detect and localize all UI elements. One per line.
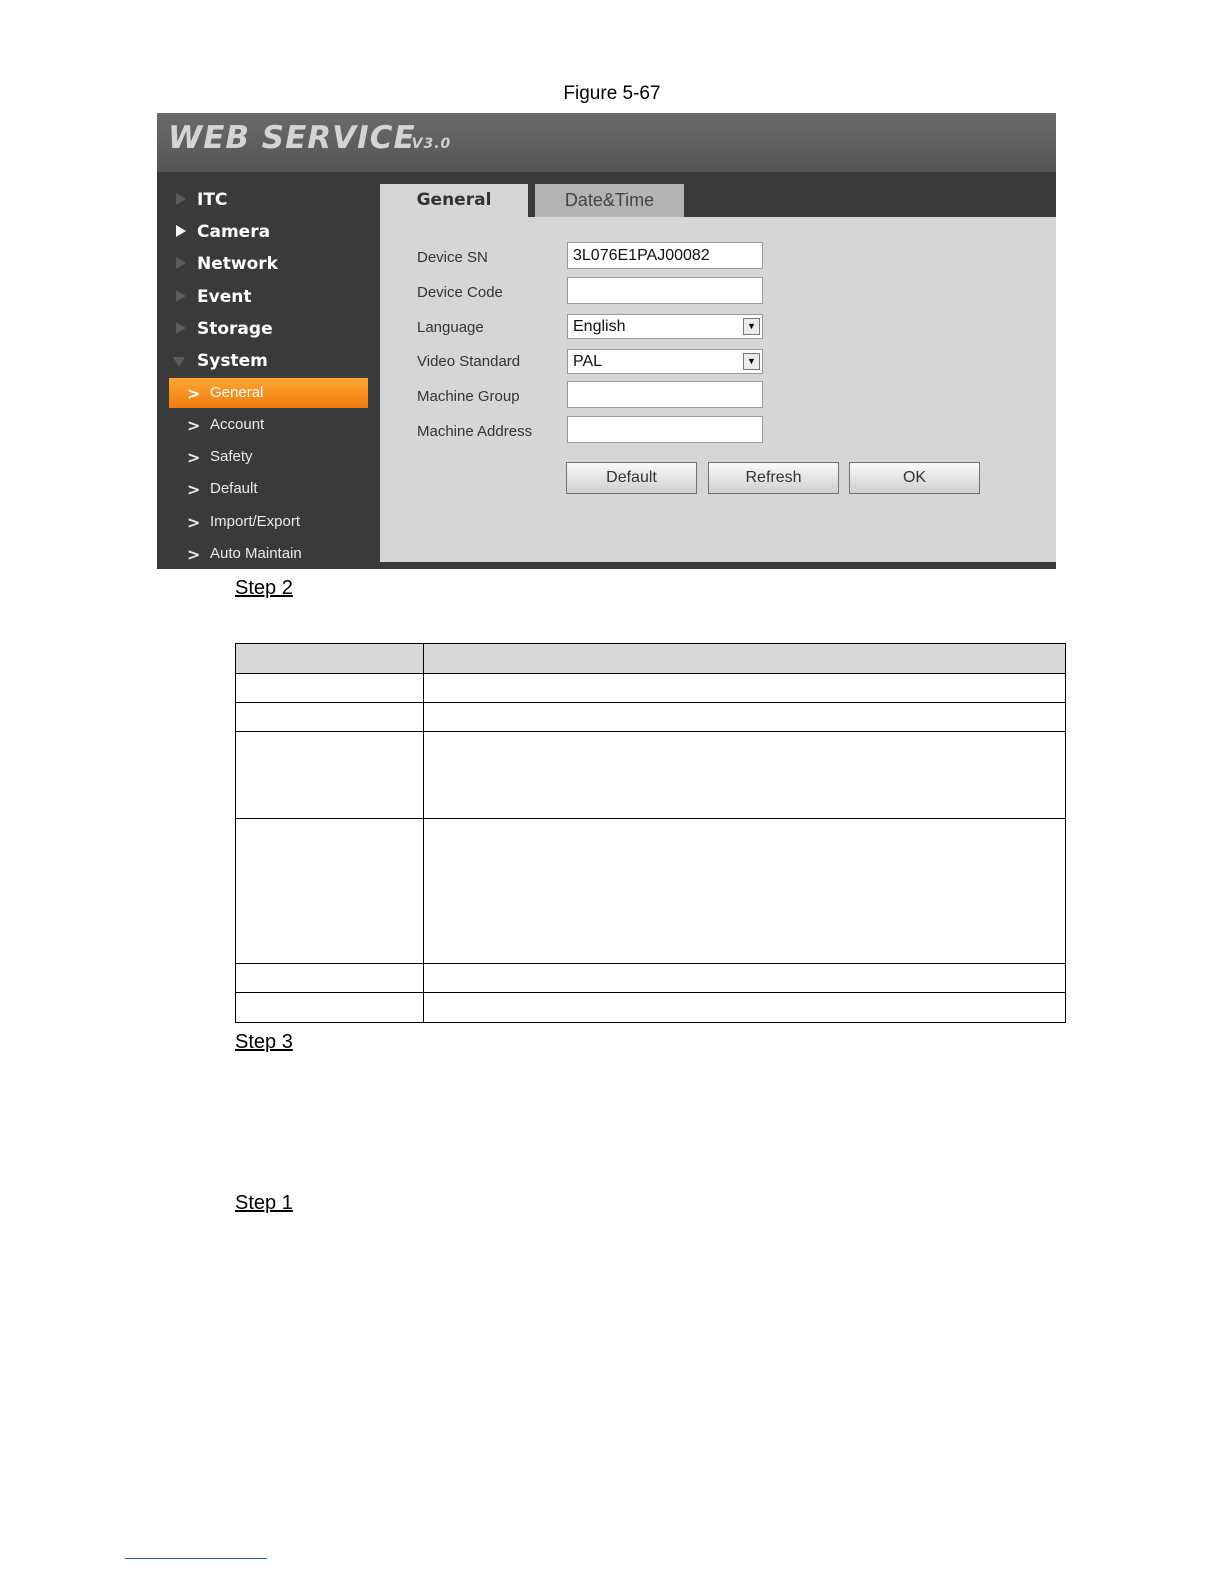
table-cell — [424, 993, 1066, 1023]
chevron-right-icon: > — [187, 480, 201, 499]
video-standard-label: Video Standard — [417, 353, 521, 370]
expand-triangle-icon — [176, 193, 186, 205]
default-button[interactable]: Default — [566, 462, 697, 494]
parameter-table — [235, 643, 1066, 1023]
sidebar-item-system[interactable] — [157, 345, 380, 377]
sidebar-item-label: System — [197, 351, 268, 371]
sidebar-subitem-label: Import/Export — [210, 513, 301, 530]
figure-caption: Figure 5-67 — [563, 83, 661, 104]
tab-date-time[interactable]: Date&Time — [535, 184, 684, 217]
sidebar-item-event[interactable] — [157, 281, 380, 313]
logo-version: V3.0 — [411, 136, 452, 152]
machine-address-label: Machine Address — [417, 423, 533, 440]
sidebar-item-label: ITC — [197, 190, 228, 210]
panel-bottom-border — [380, 562, 1056, 569]
footnote-divider — [125, 1558, 267, 1559]
machine-group-field[interactable] — [567, 381, 763, 408]
sidebar-item-label: Storage — [197, 319, 273, 339]
sidebar-subitem-label: Default — [210, 480, 258, 497]
tab-general[interactable]: General — [380, 184, 528, 217]
sidebar-subitem-auto-maintain[interactable] — [169, 539, 368, 569]
dropdown-arrow-icon[interactable]: ▼ — [743, 318, 760, 335]
settings-panel — [380, 172, 1056, 562]
sidebar-subitem-import-export[interactable] — [169, 507, 368, 537]
expand-triangle-icon — [176, 290, 186, 302]
sidebar-subitem-default[interactable] — [169, 474, 368, 504]
step-2-link[interactable]: Step 2 — [235, 577, 293, 599]
expand-triangle-icon — [176, 322, 186, 334]
table-row — [236, 674, 1066, 703]
table-cell — [424, 819, 1066, 964]
machine-address-field[interactable] — [567, 416, 763, 443]
sidebar-item-label: Network — [197, 254, 278, 274]
table-row — [236, 964, 1066, 993]
app-banner — [157, 113, 1056, 172]
sidebar-subitem-label: Auto Maintain — [210, 545, 302, 562]
table-row — [236, 993, 1066, 1023]
table-row — [236, 703, 1066, 732]
web-service-screenshot — [157, 113, 1056, 569]
device-sn-label: Device SN — [417, 249, 488, 266]
table-cell — [236, 964, 424, 993]
expand-triangle-icon — [176, 225, 186, 237]
language-label: Language — [417, 319, 484, 336]
expand-triangle-icon — [176, 257, 186, 269]
table-header-cell — [424, 644, 1066, 674]
device-code-field[interactable] — [567, 277, 763, 304]
tab-bar — [380, 172, 1056, 217]
app-logo — [168, 120, 451, 156]
logo-text: WEB SERVICE — [168, 120, 416, 156]
sidebar-item-label: Camera — [197, 222, 271, 242]
device-code-label: Device Code — [417, 284, 503, 301]
sidebar-item-label: Event — [197, 287, 252, 307]
machine-group-label: Machine Group — [417, 388, 520, 405]
sidebar-subitem-account[interactable] — [169, 410, 368, 440]
sidebar-subitem-general[interactable] — [169, 378, 368, 408]
device-sn-field[interactable]: 3L076E1PAJ00082 — [567, 242, 763, 269]
language-value: English — [573, 318, 626, 335]
video-standard-value: PAL — [573, 353, 603, 370]
chevron-right-icon: > — [187, 416, 201, 435]
table-cell — [424, 732, 1066, 819]
chevron-right-icon: > — [187, 384, 201, 403]
sidebar-item-network[interactable] — [157, 248, 380, 280]
sidebar-subitem-label: Account — [210, 416, 265, 433]
sidebar-item-storage[interactable] — [157, 313, 380, 345]
refresh-button[interactable]: Refresh — [708, 462, 839, 494]
chevron-right-icon: > — [187, 513, 201, 532]
table-cell — [424, 674, 1066, 703]
table-header-cell — [236, 644, 424, 674]
table-header-row — [236, 644, 1066, 674]
step-3-link[interactable]: Step 3 — [235, 1031, 293, 1053]
sidebar-item-itc[interactable] — [157, 184, 380, 216]
chevron-right-icon: > — [187, 448, 201, 467]
table-row — [236, 732, 1066, 819]
video-standard-select[interactable] — [567, 349, 763, 374]
table-cell — [236, 703, 424, 732]
sidebar-item-camera[interactable] — [157, 216, 380, 248]
chevron-right-icon: > — [187, 545, 201, 564]
dropdown-arrow-icon[interactable]: ▼ — [743, 353, 760, 370]
sidebar-subitem-label: Safety — [210, 448, 253, 465]
sidebar — [157, 172, 380, 569]
ok-button[interactable]: OK — [849, 462, 980, 494]
table-cell — [236, 674, 424, 703]
table-cell — [424, 964, 1066, 993]
table-row — [236, 819, 1066, 964]
table-cell — [236, 819, 424, 964]
sidebar-subitem-safety[interactable] — [169, 442, 368, 472]
table-cell — [424, 703, 1066, 732]
table-cell — [236, 993, 424, 1023]
language-select[interactable] — [567, 314, 763, 339]
table-cell — [236, 732, 424, 819]
step-1-link[interactable]: Step 1 — [235, 1192, 293, 1214]
sidebar-subitem-label: General — [210, 384, 264, 401]
collapse-triangle-icon — [173, 357, 185, 367]
